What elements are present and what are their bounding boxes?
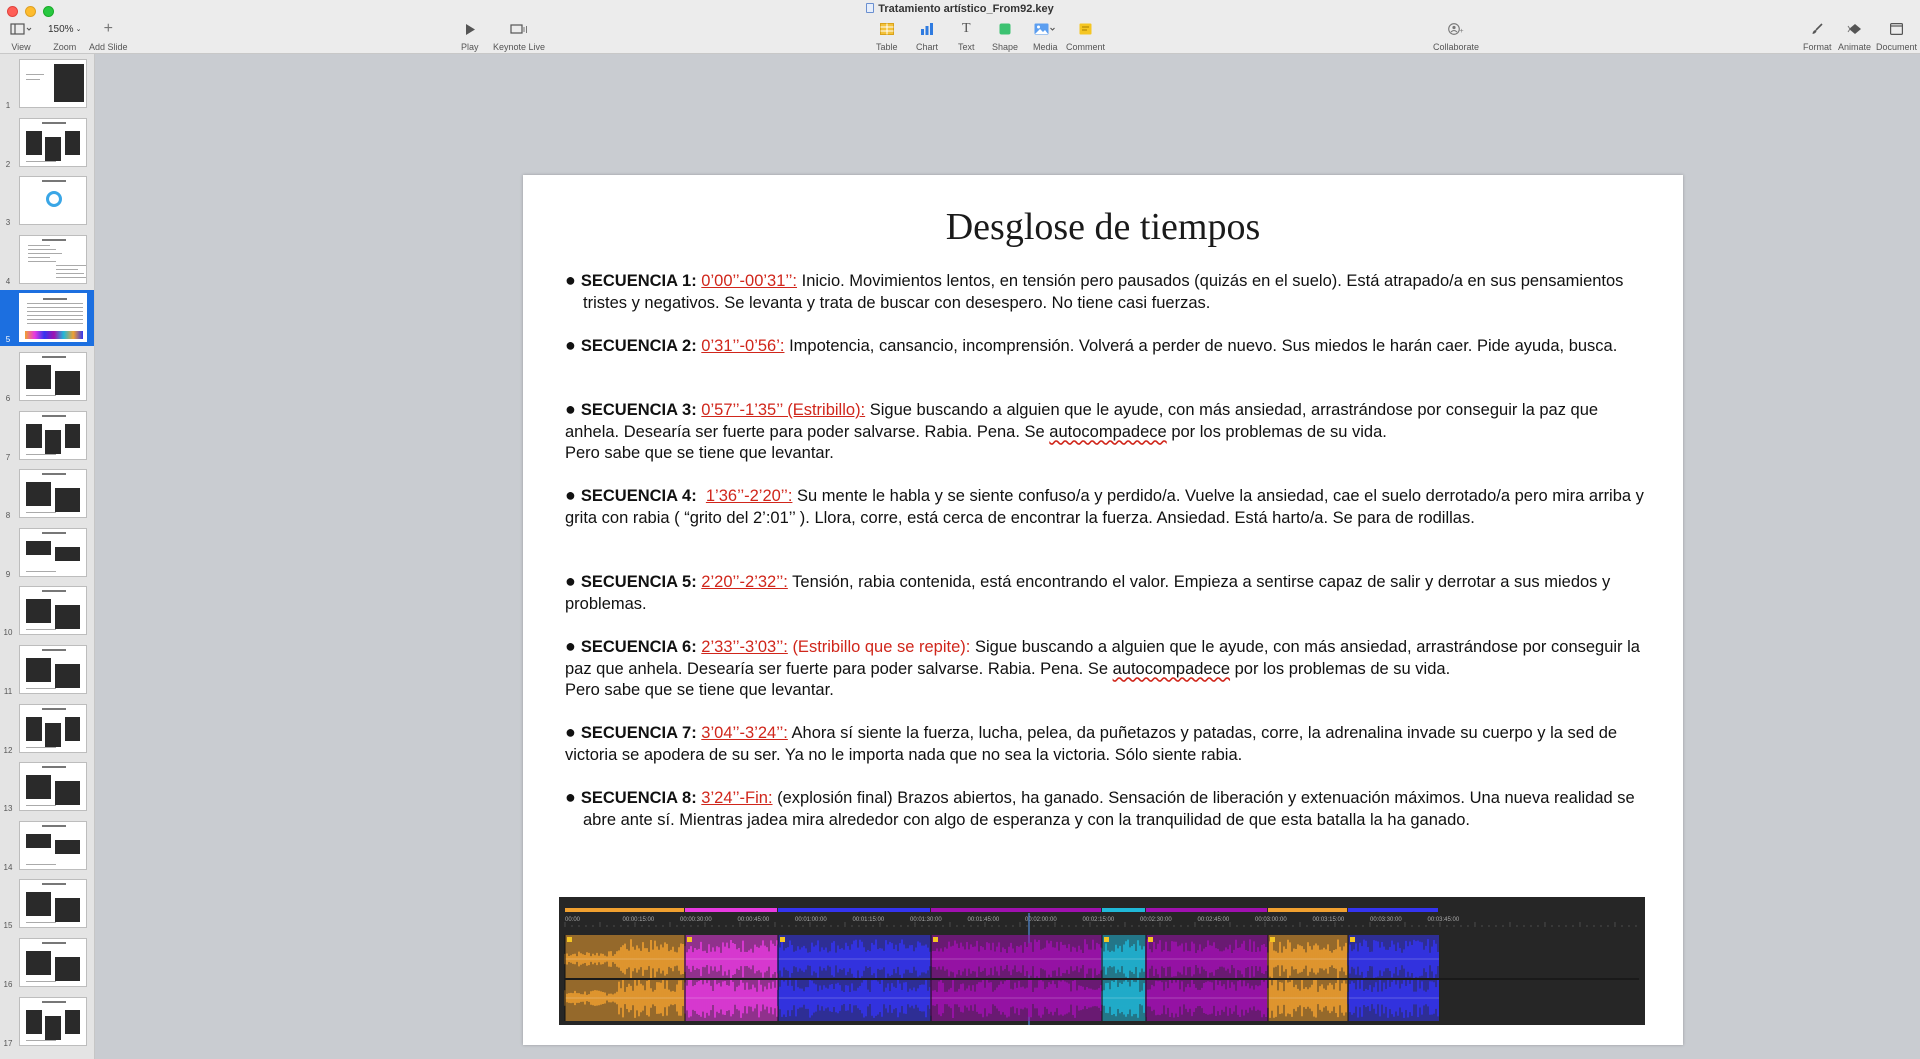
marker-bar-segment — [685, 908, 777, 912]
segment-marker — [1350, 937, 1355, 942]
ruler-label: 00:01:45:00 — [967, 917, 1000, 923]
ruler-label: 00:01:30:00 — [910, 917, 942, 923]
segment-marker — [1270, 937, 1275, 942]
slide-number: 8 — [5, 511, 11, 521]
slide-thumbnail-1[interactable] — [0, 56, 95, 112]
sequence-7[interactable]: ● SECUENCIA 7: 3’04’’-3’24’’: Ahora sí siente la fuerza, lucha, pelea, da puñetazos y patadas, corre, la adrenalina invade su cuerpo y la sed de victoria se apodera de su ser. Ya no le importa nada que no sea la victoria. Sólo siente rabia. — [565, 722, 1618, 764]
slide-number: 5 — [5, 335, 11, 345]
slide-preview — [19, 469, 87, 518]
ruler-label: 00:00:15:00 — [622, 917, 655, 923]
bullet: ● — [565, 399, 581, 419]
chevron-down-icon: ⌄ — [75, 26, 82, 33]
svg-text:+: + — [1459, 28, 1464, 35]
slide-number: 9 — [5, 569, 11, 579]
slide-thumbnail-15[interactable] — [0, 876, 95, 932]
slide-thumbnail-7[interactable] — [0, 408, 95, 464]
media-button[interactable]: Media — [1033, 20, 1058, 52]
slide-preview — [19, 118, 87, 167]
slide-preview — [19, 704, 87, 753]
slide-thumbnail-12[interactable] — [0, 701, 95, 757]
marker-bar-segment — [1268, 908, 1347, 912]
ruler-label: 00:00 — [565, 917, 581, 923]
play-icon — [465, 20, 475, 38]
slide-thumbnail-2[interactable] — [0, 115, 95, 171]
slide-number: 11 — [3, 687, 13, 696]
collaborate-button[interactable]: + Collaborate — [1433, 20, 1479, 52]
slide-number: 14 — [3, 862, 13, 872]
slide-thumbnail-14[interactable] — [0, 818, 95, 874]
window-title: Tratamiento artístico_From92.key — [0, 3, 1920, 15]
marker-bar-segment — [565, 908, 684, 912]
bullet: ● — [565, 722, 581, 742]
ruler-label: 00:03:45:00 — [1427, 917, 1460, 923]
sequence-2[interactable]: ● SECUENCIA 2: 0’31’’-0’56’: Impotencia, cansancio, incomprensión. Volverá a perder de nuevo. Sus miedos le harán caer. Pide ayuda, busca. — [565, 335, 1618, 355]
ruler-label: 00:00:45:00 — [737, 917, 770, 923]
slide-thumbnail-9[interactable] — [0, 525, 95, 581]
segment-marker — [933, 937, 938, 942]
table-icon — [880, 20, 894, 38]
animate-button[interactable]: Animate — [1838, 20, 1871, 52]
ruler-label: 00:00:30:00 — [680, 917, 712, 923]
slide-thumbnail-17[interactable] — [0, 994, 95, 1050]
slide-number: 1 — [5, 101, 11, 110]
text-button[interactable]: T Text — [958, 21, 975, 52]
shape-icon — [999, 20, 1011, 38]
marker-bar-segment — [931, 908, 1101, 912]
slide-number: 4 — [5, 276, 11, 286]
animate-icon — [1847, 20, 1862, 38]
bullet: ● — [565, 270, 581, 290]
slide-canvas[interactable] — [96, 54, 1920, 1059]
bullet: ● — [565, 636, 581, 656]
ruler-label: 00:02:30:00 — [1140, 917, 1172, 923]
chart-button[interactable]: Chart — [916, 20, 938, 52]
slide-preview — [19, 352, 87, 401]
slide-title[interactable]: Desglose de tiempos — [945, 206, 1261, 248]
collaborate-icon — [1447, 20, 1465, 38]
sequence-5[interactable]: ● SECUENCIA 5: 2’20’’-2’32’’: Tensión, rabia contenida, está encontrando el valor. Empieza a sentirse capaz de salir y derrotar a sus miedos y problemas. — [565, 571, 1611, 613]
segment-marker — [780, 937, 785, 942]
ruler-label: 00:01:00:00 — [795, 917, 827, 923]
format-button[interactable]: Format — [1803, 20, 1832, 52]
marker-bar-segment — [1102, 908, 1145, 912]
shape-button[interactable]: Shape — [992, 20, 1018, 52]
slide-preview — [19, 762, 87, 811]
view-icon — [10, 20, 32, 38]
sequence-6[interactable]: ● SECUENCIA 6: 2’33’’-3’03’’: (Estribillo que se repite): Sigue buscando a alguien que le ayude, con más ansiedad, arrastrándose por conseguir la paz que anhela. Desearía ser fuerte para poder salvarse. Rabia. Pena. Se autocompadece por los problemas de su vida. Pero sabe que se tiene que levantar. — [565, 636, 1640, 699]
slide-preview — [19, 997, 87, 1046]
sequence-1[interactable]: ● SECUENCIA 1: 0’00’’-00’31’’: Inicio. Movimientos lentos, en tensión pero pausados (quizás en el suelo). Está atrapado/a en sus pensamientos tristes y negativos. Se levanta y trata de buscar con desespero. No tiene casi fuerzas. — [565, 270, 1624, 312]
marker-bar-segment — [778, 908, 930, 912]
segment-marker — [687, 937, 692, 942]
slide-preview — [19, 293, 87, 342]
paintbrush-icon — [1811, 20, 1823, 38]
slide-number: 3 — [5, 218, 11, 228]
slide-number: 13 — [3, 804, 13, 814]
audio-waveform-image[interactable] — [559, 897, 1645, 1025]
marker-bar-segment — [1348, 908, 1438, 912]
add-slide-button[interactable]: + Add Slide — [89, 20, 128, 52]
ruler-label: 00:03:30:00 — [1370, 917, 1402, 923]
slide-navigator[interactable] — [0, 54, 95, 1059]
zoom-button[interactable]: 150% ⌄ Zoom — [48, 20, 81, 52]
text-icon: T — [961, 21, 971, 36]
keynote-document-icon — [866, 3, 874, 13]
slide-number: 6 — [5, 394, 11, 403]
sequence-3[interactable]: ● SECUENCIA 3: 0’57’’-1’35’’ (Estribillo): Sigue buscando a alguien que le ayude, con más ansiedad, arrastrándose por conseguir la paz que anhela. Desearía ser fuerte para poder salvarse. Rabia. Pena. Se autocompadece por los problemas de su vida. Pero sabe que se tiene que levantar. — [565, 399, 1599, 462]
sequence-8[interactable]: ● SECUENCIA 8: 3’24’’-Fin: (explosión final) Brazos abiertos, ha ganado. Sensación de liberación y extenuación máximos. Una nueva realidad se abre ante sí. Mientras jadea mira alrededor con algo de esperanza y con la tranquilidad de que esta batalla la ha ganado. — [565, 787, 1635, 829]
slide-thumbnail-8[interactable] — [0, 466, 95, 522]
document-button[interactable]: Document — [1876, 20, 1917, 52]
slide-preview — [19, 938, 87, 987]
bullet: ● — [565, 485, 581, 505]
view-button[interactable]: View — [10, 20, 32, 52]
media-icon — [1034, 20, 1056, 38]
slide-preview — [19, 528, 87, 577]
table-button[interactable]: Table — [876, 20, 898, 52]
sequence-4[interactable]: ● SECUENCIA 4: 1’36’’-2’20’’: Su mente le habla y se siente confuso/a y perdido/a. Vuelve la ansiedad, cae el suelo derrotado/a pero mira arriba y grita con rabia ( “grito del 2’:01’’ ). Llora, corre, está cerca de encontrar la fuerza. Ansiedad. Está harto/a. Se para de rodillas. — [565, 485, 1644, 527]
slide-preview — [19, 586, 87, 635]
zoom-value: 150% ⌄ — [48, 23, 82, 35]
slide-number: 10 — [3, 628, 13, 638]
ruler-label: 00:03:00:00 — [1255, 917, 1287, 923]
chart-icon — [920, 20, 934, 38]
slide-number: 12 — [3, 745, 13, 755]
ruler-label: 00:02:45:00 — [1197, 917, 1230, 923]
segment-marker — [1148, 937, 1153, 942]
slide-number: 2 — [5, 159, 11, 169]
slide-thumbnail-13[interactable] — [0, 759, 95, 815]
plus-icon: + — [103, 20, 113, 37]
slide-thumbnail-5[interactable] — [0, 290, 95, 346]
comment-icon — [1079, 20, 1092, 38]
ruler-label: 00:01:15:00 — [852, 917, 885, 923]
slide-preview — [19, 59, 87, 108]
marker-bar-segment — [1146, 908, 1267, 912]
toolbar — [0, 0, 1920, 54]
bullet: ● — [565, 571, 581, 591]
slide-thumbnail-6[interactable] — [0, 349, 95, 405]
document-icon — [1890, 20, 1903, 38]
slide-preview — [19, 821, 87, 870]
slide-thumbnail-3[interactable] — [0, 173, 95, 229]
slide-thumbnail-4[interactable] — [0, 232, 95, 288]
slide-preview — [19, 235, 87, 284]
play-button[interactable]: Play — [461, 20, 479, 52]
slide-preview — [19, 645, 87, 694]
slide-preview — [19, 176, 87, 225]
ruler-label: 00:02:15:00 — [1082, 917, 1115, 923]
slide[interactable] — [523, 175, 1683, 1045]
comment-button[interactable]: Comment — [1066, 20, 1105, 52]
bullet: ● — [565, 335, 581, 355]
segment-marker — [567, 937, 572, 942]
slide-thumbnail-10[interactable] — [0, 583, 95, 639]
slide-number: 16 — [3, 980, 13, 989]
slide-thumbnail-16[interactable] — [0, 935, 95, 991]
bullet: ● — [565, 787, 581, 807]
slide-number: 17 — [3, 1038, 13, 1048]
slide-number: 15 — [3, 921, 13, 931]
slide-number: 7 — [5, 452, 11, 462]
waveform-graphic — [559, 897, 1645, 1025]
slide-thumbnail-11[interactable] — [0, 642, 95, 698]
keynote-live-icon — [510, 20, 528, 38]
segment-marker — [1104, 937, 1109, 942]
ruler-label: 00:02:00:00 — [1025, 917, 1057, 923]
ruler-label: 00:03:15:00 — [1312, 917, 1345, 923]
slide-preview — [19, 879, 87, 928]
keynote-live-button[interactable]: Keynote Live — [493, 20, 545, 52]
slide-preview — [19, 411, 87, 460]
